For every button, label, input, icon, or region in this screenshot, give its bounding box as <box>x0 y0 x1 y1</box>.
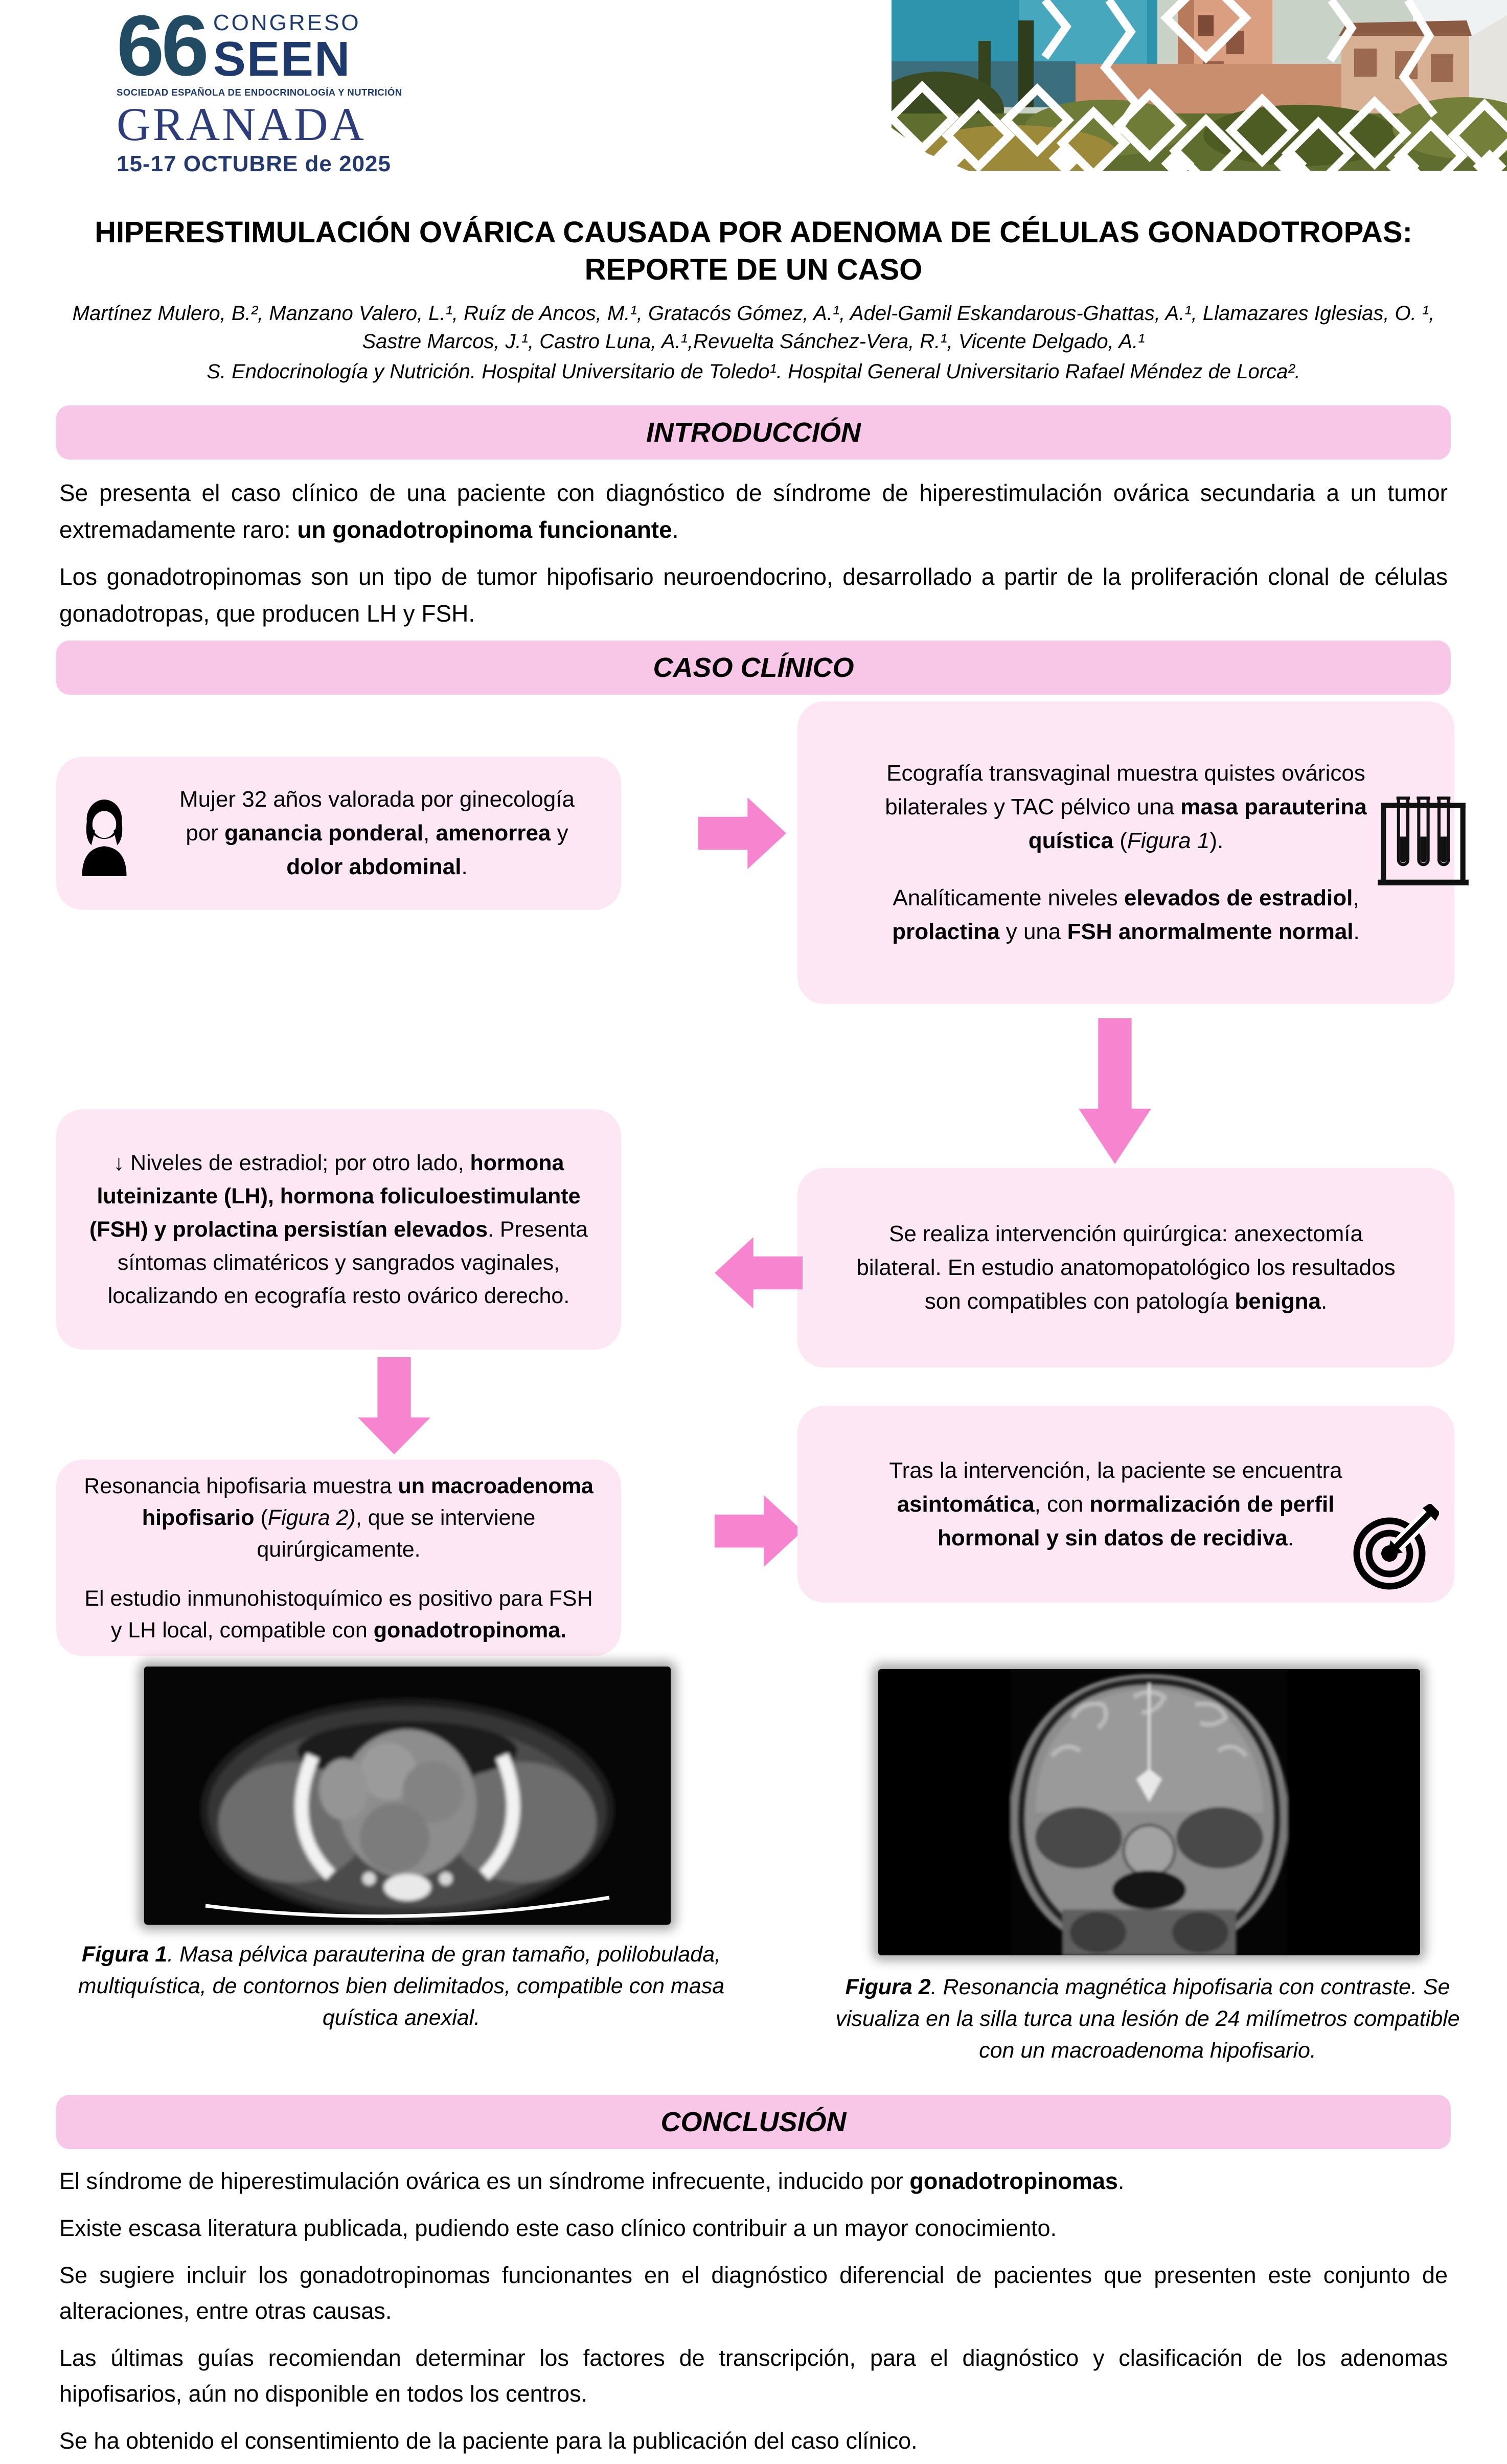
section-bar-caso-clinico <box>56 641 1451 695</box>
authors-line: Martínez Mulero, B.², Manzano Valero, L.¹, Ruíz de Ancos, M.¹, Gratacós Gómez, A.¹, Adel-Gamil Eskandarous-Ghattas, A.¹, Llamazares Iglesias, O. ¹, Sastre Marcos, J.¹, Castro Luna, A.¹,Revuelta Sánchez-Vera, R.¹, Vicente Delgado, A.¹ <box>72 302 1435 353</box>
logo-date-text: 15-17 OCTUBRE de 2025 <box>117 151 391 176</box>
flow-arrow-right-2 <box>715 1495 803 1567</box>
flow-box-imaging-labs <box>797 701 1454 1004</box>
flow-box-surgery <box>797 1168 1454 1367</box>
flow-box-labs-text: Analíticamente niveles elevados de estradiol, prolactina y una FSH anormalmente normal. <box>892 885 1360 944</box>
flow-box-imaging-text: Ecografía transvaginal muestra quistes ováricos bilaterales y TAC pélvico una masa parauterina quística (Figura 1). <box>885 761 1367 853</box>
woman-icon <box>76 793 133 876</box>
flow-box-patient-text: Mujer 32 años valorada por ginecología por ganancia ponderal, amenorrea y dolor abdominal. <box>179 787 575 879</box>
section-title-introduccion: INTRODUCCIÓN <box>646 417 861 448</box>
flow-arrow-down-right-column <box>1079 1018 1151 1164</box>
logo-wordmark <box>213 7 361 86</box>
intro-paragraph-2: Los gonadotropinomas son un tipo de tumor hipofisario neuroendocrino, desarrollado a partir de la proliferación clonal de células gonadotropas, que producen LH y FSH. <box>59 563 1448 627</box>
logo-seen-text: SEEN <box>213 32 351 86</box>
conclusion-block <box>59 2163 1448 2464</box>
flow-box-immunohistochemistry-text: El estudio inmunohistoquímico es positivo para FSH y LH local, compatible con gonadotropinoma. <box>84 1586 593 1642</box>
logo-number: 66 <box>117 0 206 94</box>
conclusion-paragraph-3: Se sugiere incluir los gonadotropinomas funcionantes en el diagnóstico diferencial de pacientes que presenten este conjunto de alteraciones, entre otras causas. <box>59 2262 1448 2324</box>
section-title-conclusion: CONCLUSIÓN <box>660 2107 847 2137</box>
flow-arrow-right-1 <box>698 797 786 869</box>
alhambra-collage-image <box>892 0 1507 171</box>
flow-box-hormone-levels <box>56 1109 621 1350</box>
flow-arrow-left-1 <box>715 1237 803 1309</box>
section-bar-conclusion <box>56 2095 1451 2149</box>
section-bar-introduccion <box>56 405 1451 460</box>
conclusion-paragraph-1: El síndrome de hiperestimulación ovárica es un síndrome infrecuente, inducido por gonadotropinomas. <box>59 2168 1125 2194</box>
seen-congress-logo <box>117 0 408 176</box>
section-title-caso-clinico: CASO CLÍNICO <box>653 652 854 683</box>
conclusion-paragraph-5: Se ha obtenido el consentimiento de la paciente para la publicación del caso clínico. <box>59 2428 918 2454</box>
conclusion-paragraph-2: Existe escasa literatura publicada, pudiendo este caso clínico contribuir a un mayor conocimiento. <box>59 2215 1057 2241</box>
page-title: HIPERESTIMULACIÓN OVÁRICA CAUSADA POR ADENOMA DE CÉLULAS GONADOTROPAS: REPORTE DE UN CASO <box>95 216 1412 286</box>
intro-paragraph-1: Se presenta el caso clínico de una paciente con diagnóstico de síndrome de hiperestimulación ovárica secundaria a un tumor extremadamente raro: un gonadotropinoma funcionante. <box>59 480 1448 543</box>
flow-box-outcome-text: Tras la intervención, la paciente se encuentra asintomática, con normalización de perfil hormonal y sin datos de recidiva. <box>889 1457 1342 1550</box>
logo-society-text: SOCIEDAD ESPAÑOLA DE ENDOCRINOLOGÍA Y NUTRICIÓN <box>117 87 402 98</box>
mri-scan-image <box>878 1669 1420 1955</box>
flow-box-hormone-levels-text: ↓ Niveles de estradiol; por otro lado, hormona luteinizante (LH), hormona foliculoestimulante (FSH) y prolactina persistían elevados. Presenta síntomas climatéricos y sangrados vaginales, localizando en ecografía resto ovárico derecho. <box>89 1150 588 1308</box>
flow-box-surgery-text: Se realiza intervención quirúrgica: anexectomía bilateral. En estudio anatomopatológico los resultados son compatibles con patología benigna. <box>856 1221 1396 1314</box>
flow-arrow-down-left-column <box>358 1357 430 1454</box>
figure-2-caption: Figura 2. Resonancia magnética hipofisaria con contraste. Se visualiza en la silla turca una lesión de 24 milímetros compatible con un macroadenoma hipofisario. <box>835 1975 1460 2063</box>
logo-city-text: GRANADA <box>117 98 366 150</box>
logo-congreso-text: CONGRESO <box>213 10 361 35</box>
flow-box-patient <box>56 757 621 910</box>
target-arrow-icon <box>1350 1504 1439 1593</box>
flow-box-mri-text: Resonancia hipofisaria muestra un macroadenoma hipofisario (Figura 2), que se interviene quirúrgicamente. <box>84 1473 593 1562</box>
flow-box-outcome <box>797 1406 1454 1603</box>
title-block <box>63 214 1444 386</box>
affiliation-line: S. Endocrinología y Nutrición. Hospital Universitario de Toledo¹. Hospital General Universitario Rafael Méndez de Lorca². <box>207 360 1300 383</box>
ct-scan-image <box>144 1667 671 1925</box>
conclusion-paragraph-4: Las últimas guías recomiendan determinar los factores de transcripción, para el diagnóstico y clasificación de los adenomas hipofisarios, aún no disponible en todos los centros. <box>59 2345 1448 2407</box>
figure-1-caption: Figura 1. Masa pélvica parauterina de gran tamaño, polilobulada, multiquística, de contornos bien delimitados, compatible con masa quística anexial. <box>78 1942 725 2030</box>
test-tubes-icon <box>1378 787 1469 888</box>
flow-box-mri-macroadenoma <box>56 1459 621 1656</box>
